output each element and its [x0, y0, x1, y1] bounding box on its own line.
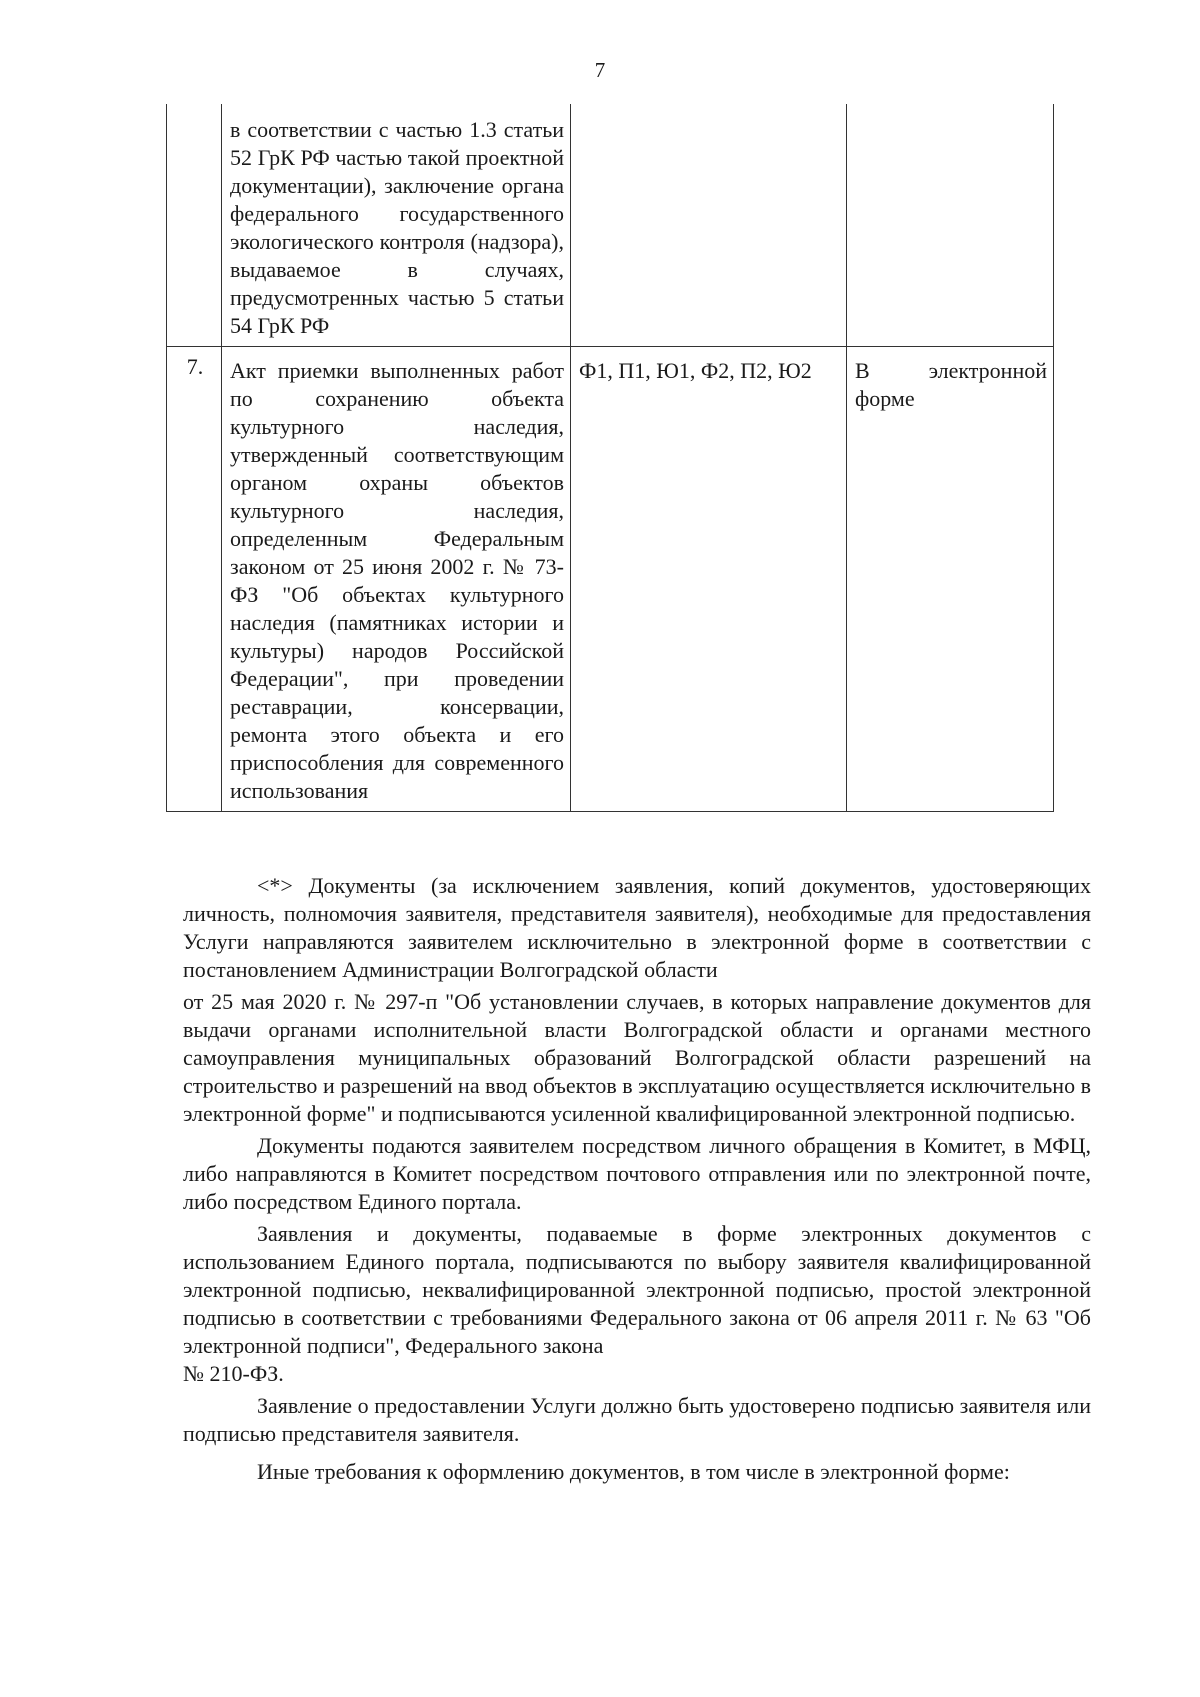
table-row	[167, 104, 1054, 347]
document-name-cell: в соответствии с частью 1.3 статьи 52 ГрК РФ частью такой проектной документации), заключение органа федерального государственного экологического контроля (надзора), выдаваемое в случаях, предусмотренных частью 5 статьи 54 ГрК РФ	[222, 104, 571, 347]
applicant-codes-cell: Ф1, П1, Ю1, Ф2, П2, Ю2	[571, 347, 847, 812]
submission-form-cell	[847, 347, 1054, 812]
form-word: форме	[855, 386, 915, 411]
document-name-cell: Акт приемки выполненных работ по сохранению объекта культурного наследия, утвержденный соответствующим органом охраны объектов культурного наследия, определенным Федеральным законом от 25 июня 2002 г. № 73-ФЗ "Об объектах культурного наследия (памятниках истории и культуры) народов Российской Федерации", при проведении реставрации, консервации, ремонта этого объекта и его приспособления для современного использования	[222, 347, 571, 812]
footnote-paragraph-continued: от 25 мая 2020 г. № 297-п "Об установлении случаев, в которых направление документов для выдачи органами исполнительной власти Волгоградской области и органами местного самоуправления муниципальных образований Волгоградской области разрешений на строительство и разрешений на ввод объектов в эксплуатацию осуществляется исключительно в электронной форме" и подписываются усиленной квалифицированной электронной подписью.	[183, 989, 1091, 1126]
documents-table	[166, 104, 1054, 812]
signature-requirement-paragraph: Заявление о предоставлении Услуги должно быть удостоверено подписью заявителя или подписью представителя заявителя.	[183, 1393, 1091, 1446]
submission-form-cell	[847, 104, 1054, 347]
page-number: 7	[594, 58, 606, 82]
footnote-paragraph: <*> Документы (за исключением заявления, копий документов, удостоверяющих личность, полномочия заявителя, представителя заявителя), необходимые для предоставления Услуги направляются заявителем исключительно в электронной форме в соответствии с постановлением Администрации Волгоградской области	[183, 873, 1091, 982]
form-line	[855, 357, 1047, 385]
form-word: электронной	[928, 358, 1047, 383]
electronic-signature-paragraph: Заявления и документы, подаваемые в форме электронных документов с использованием Единого портала, подписываются по выбору заявителя квалифицированной электронной подписью, неквалифицированной электронной подписью, простой электронной подписью в соответствии с требованиями Федерального закона от 06 апреля 2011 г. № 63 "Об электронной подписи", Федерального закона	[183, 1221, 1091, 1358]
submission-methods-paragraph: Документы подаются заявителем посредством личного обращения в Комитет, в МФЦ, либо направляются в Комитет посредством почтового отправления или по электронной почте, либо посредством Единого портала.	[183, 1133, 1091, 1214]
row-number-cell: 7.	[167, 347, 222, 812]
row-number-cell	[167, 104, 222, 347]
body-text	[183, 872, 1091, 1490]
law-reference: № 210-ФЗ.	[183, 1361, 284, 1386]
table-row	[167, 347, 1054, 812]
applicant-codes-cell	[571, 104, 847, 347]
other-requirements-paragraph: Иные требования к оформлению документов, в том числе в электронной форме:	[257, 1459, 1010, 1484]
form-word: В	[855, 358, 870, 383]
